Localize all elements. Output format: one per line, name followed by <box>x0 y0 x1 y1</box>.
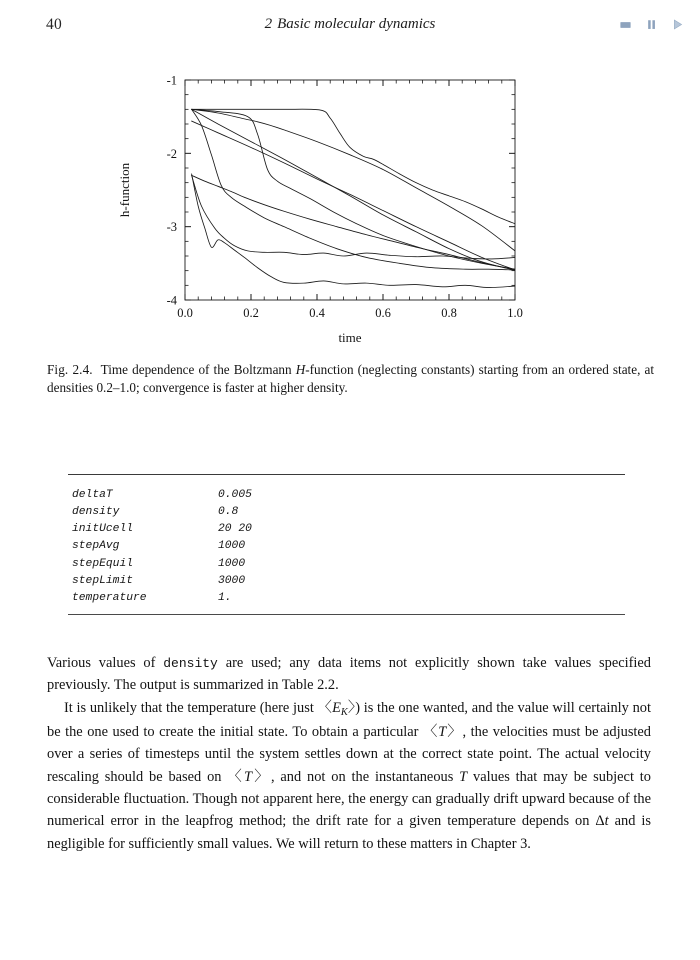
page-header <box>0 16 700 40</box>
running-title-text: Basic molecular dynamics <box>277 16 436 32</box>
caption-text-after: -function (neglecting constants) starting from an ordered state, at densities 0.2–1.0; convergence is faster at higher density. <box>47 362 654 395</box>
parameter-row <box>72 487 625 504</box>
p2-part-b: 〉) is the one wanted, and the value will certainly not be the one used to create the initial state. To obtain a particular 〈 <box>47 699 651 740</box>
y-tick-label: -3 <box>166 220 177 235</box>
stop-icon[interactable] <box>619 18 632 31</box>
parameter-value: 20 20 <box>218 523 252 536</box>
y-tick-label: -4 <box>166 293 177 308</box>
parameter-row <box>72 521 625 538</box>
plot-area <box>0 58 700 348</box>
parameter-row <box>72 573 625 590</box>
parameter-key: deltaT <box>72 489 113 501</box>
parameter-rows <box>68 475 625 607</box>
parameter-key: initUcell <box>72 523 134 536</box>
series-line <box>192 109 515 251</box>
parameter-key: stepAvg <box>72 540 120 553</box>
y-axis-title: h-function <box>117 162 132 218</box>
media-controls[interactable] <box>619 18 684 31</box>
parameter-value: 1000 <box>218 540 246 553</box>
p2-symbol-t-3: T <box>459 768 468 785</box>
pause-icon[interactable] <box>645 18 658 31</box>
series-group <box>192 109 515 287</box>
y-tick-label: -2 <box>166 146 177 161</box>
parameter-row <box>72 504 625 521</box>
series-line <box>192 174 515 288</box>
x-tick-label: 0.4 <box>309 306 325 320</box>
series-line <box>192 175 515 270</box>
paragraph-2 <box>47 697 651 855</box>
parameter-value: 1000 <box>218 557 246 570</box>
series-line <box>192 109 515 270</box>
p2-symbol-t-1: T <box>438 723 447 740</box>
table-bottom-rule <box>68 614 625 615</box>
p1-part-a: Various values of <box>47 655 164 671</box>
parameter-key: density <box>72 506 120 519</box>
x-axis-title: time <box>338 330 362 345</box>
p2-part-a: It is unlikely that the temperature (here just 〈 <box>64 699 333 716</box>
parameter-value: 1. <box>218 591 232 604</box>
p2-symbol-t-2: T <box>244 768 253 785</box>
x-tick-label: 0.6 <box>375 306 391 320</box>
series-line <box>192 109 515 270</box>
h-function-line-chart <box>0 58 700 348</box>
x-tick-label: 1.0 <box>507 306 523 320</box>
x-tick-label: 0.2 <box>243 306 259 320</box>
p2-part-c: 〉, the velocities must be adjusted over a series of timesteps until the system settles down at the correct state point. The actual velocity rescaling should be based on 〈 <box>47 723 651 785</box>
x-tick-label: 0.0 <box>177 306 193 320</box>
p2-part-f: and is negligible for sufficiently small values. We will return to these matters in Chapter 3. <box>47 813 651 852</box>
figure-2-4 <box>0 58 700 348</box>
p2-symbol-e: E <box>332 699 341 716</box>
series-line <box>192 109 515 269</box>
parameter-row <box>72 556 625 573</box>
series-line <box>192 109 515 224</box>
paragraph-1 <box>47 652 651 697</box>
p2-part-e: values that may be subject to considerable fluctuation. Though not apparent here, the energy can gradually drift upward because of the numerical error in the leapfrog method; the drift rate for a given temperature depends on Δ <box>47 768 651 830</box>
caption-text-before: Time dependence of the Boltzmann <box>100 362 296 377</box>
play-icon[interactable] <box>671 18 684 31</box>
parameter-value: 3000 <box>218 574 246 587</box>
page-number: 40 <box>46 16 62 33</box>
x-tick-label: 0.8 <box>441 306 457 320</box>
p2-part-d: 〉, and not on the instantaneous <box>252 768 460 785</box>
parameter-key: stepLimit <box>72 574 134 587</box>
caption-italic-h: H <box>295 362 306 377</box>
figure-caption <box>47 361 654 396</box>
parameter-value: 0.005 <box>218 489 252 501</box>
p2-subscript-k: K <box>340 706 348 718</box>
figure-label: Fig. 2.4. <box>47 362 93 377</box>
parameter-row <box>72 590 625 607</box>
parameter-key: stepEquil <box>72 557 134 570</box>
y-tick-label: -1 <box>166 73 177 88</box>
p1-inline-code-density: density <box>163 656 218 671</box>
body-text <box>47 652 651 855</box>
running-chapter-number: 2 <box>264 16 273 32</box>
parameter-value: 0.8 <box>218 506 239 519</box>
p1-part-b: are used; any data items not explicitly shown take values specified previously. The output is summarized in Table 2.2. <box>47 655 651 694</box>
parameter-key: temperature <box>72 591 147 604</box>
parameter-row <box>72 538 625 555</box>
parameter-table <box>68 474 625 615</box>
series-line <box>192 175 515 259</box>
running-title <box>0 16 700 33</box>
p2-symbol-delta-t: t <box>604 813 609 830</box>
